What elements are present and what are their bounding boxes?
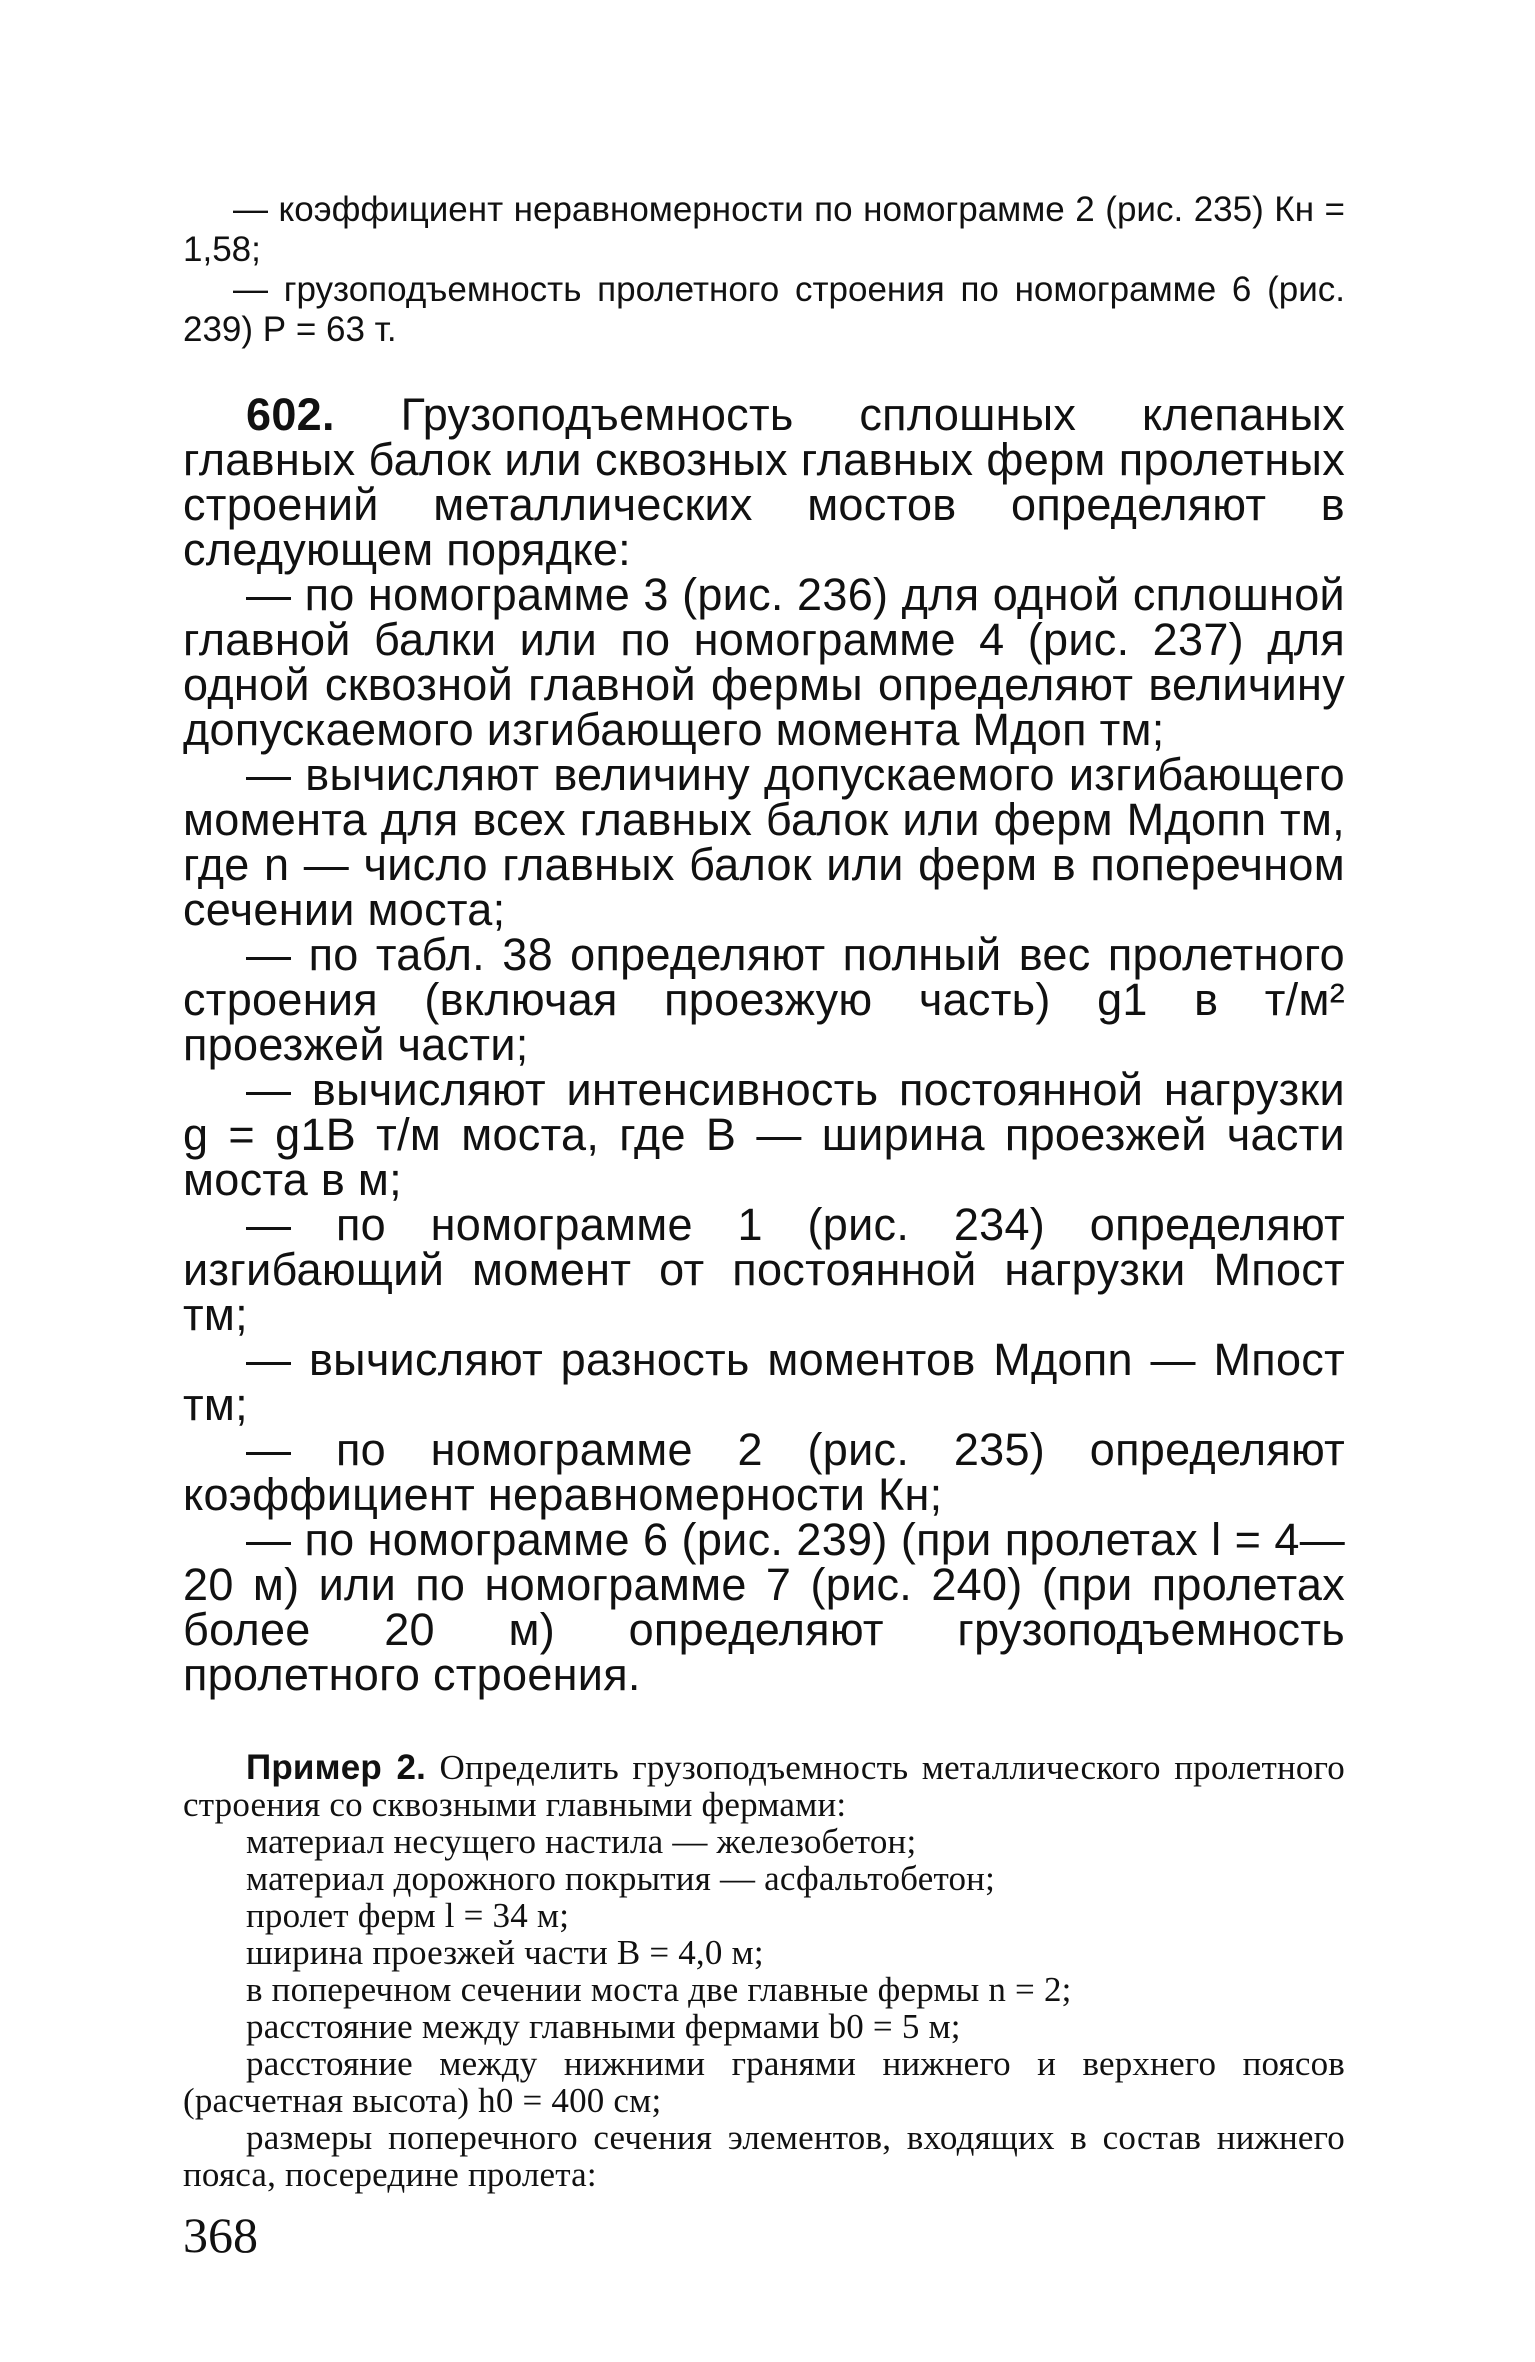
intro-paragraph-1: — коэффициент неравномерности по номограмме 2 (рис. 235) Кн = 1,58; xyxy=(183,190,1345,269)
example-item-6: расстояние между главными фермами b0 = 5 м; xyxy=(246,2007,961,2046)
example-item-5: в поперечном сечении моста две главные фермы n = 2; xyxy=(246,1970,1072,2009)
section-lead-text: Грузоподъемность сплошных клепаных главных балок или сквозных главных ферм пролетных строений металлических мостов определяют в следующем порядке: xyxy=(183,389,1345,575)
step-8: — по номограмме 6 (рис. 239) (при пролетах l = 4—20 м) или по номограмме 7 (рис. 240) (при пролетах более 20 м) определяют грузоподъемность пролетного строения. xyxy=(183,1514,1345,1700)
example-item-1: материал несущего настила — железобетон; xyxy=(246,1822,917,1861)
example-2 xyxy=(183,1749,1345,2193)
step-7: — по номограмме 2 (рис. 235) определяют коэффициент неравномерности Кн; xyxy=(183,1424,1345,1520)
example-item-7: расстояние между нижними гранями нижнего и верхнего поясов (расчетная высота) h0 = 400 см; xyxy=(183,2044,1345,2120)
example-lead-paragraph xyxy=(183,1749,1345,1823)
section-602 xyxy=(183,389,1345,1700)
page-body xyxy=(183,190,1345,2193)
step-5: — по номограмме 1 (рис. 234) определяют изгибающий момент от постоянной нагрузки Мпост тм; xyxy=(183,1199,1345,1340)
step-1: — по номограмме 3 (рис. 236) для одной сплошной главной балки или по номограмме 4 (рис. 237) для одной сквозной главной фермы определяют величину допускаемого изгибающего момента Мдоп тм; xyxy=(183,569,1345,755)
example-item-2: материал дорожного покрытия — асфальтобетон; xyxy=(246,1859,996,1898)
intro-paragraph-2: — грузоподъемность пролетного строения по номограмме 6 (рис. 239) Р = 63 т. xyxy=(183,270,1345,349)
example-heading: Пример 2. xyxy=(246,1748,427,1787)
intro-block xyxy=(183,190,1345,350)
page-number: 368 xyxy=(183,2207,258,2263)
section-number: 602. xyxy=(246,389,335,440)
step-4: — вычисляют интенсивность постоянной нагрузки g = g1B т/м моста, где В — ширина проезжей части моста в м; xyxy=(183,1064,1345,1205)
example-item-8: размеры поперечного сечения элементов, входящих в состав нижнего пояса, посередине пролета: xyxy=(183,2118,1345,2194)
step-3: — по табл. 38 определяют полный вес пролетного строения (включая проезжую часть) g1 в т/м² проезжей части; xyxy=(183,929,1345,1070)
example-item-3: пролет ферм l = 34 м; xyxy=(246,1896,570,1935)
step-2: — вычисляют величину допускаемого изгибающего момента для всех главных балок или ферм Мдопn тм, где n — число главных балок или ферм в поперечном сечении моста; xyxy=(183,749,1345,935)
step-6: — вычисляют разность моментов Мдопn — Мпост тм; xyxy=(183,1334,1345,1430)
example-lead-text: Определить грузоподъемность металлического пролетного строения со сквозными главными фермами: xyxy=(183,1748,1345,1824)
example-item-4: ширина проезжей части В = 4,0 м; xyxy=(246,1933,764,1972)
section-lead-paragraph xyxy=(183,389,1345,575)
